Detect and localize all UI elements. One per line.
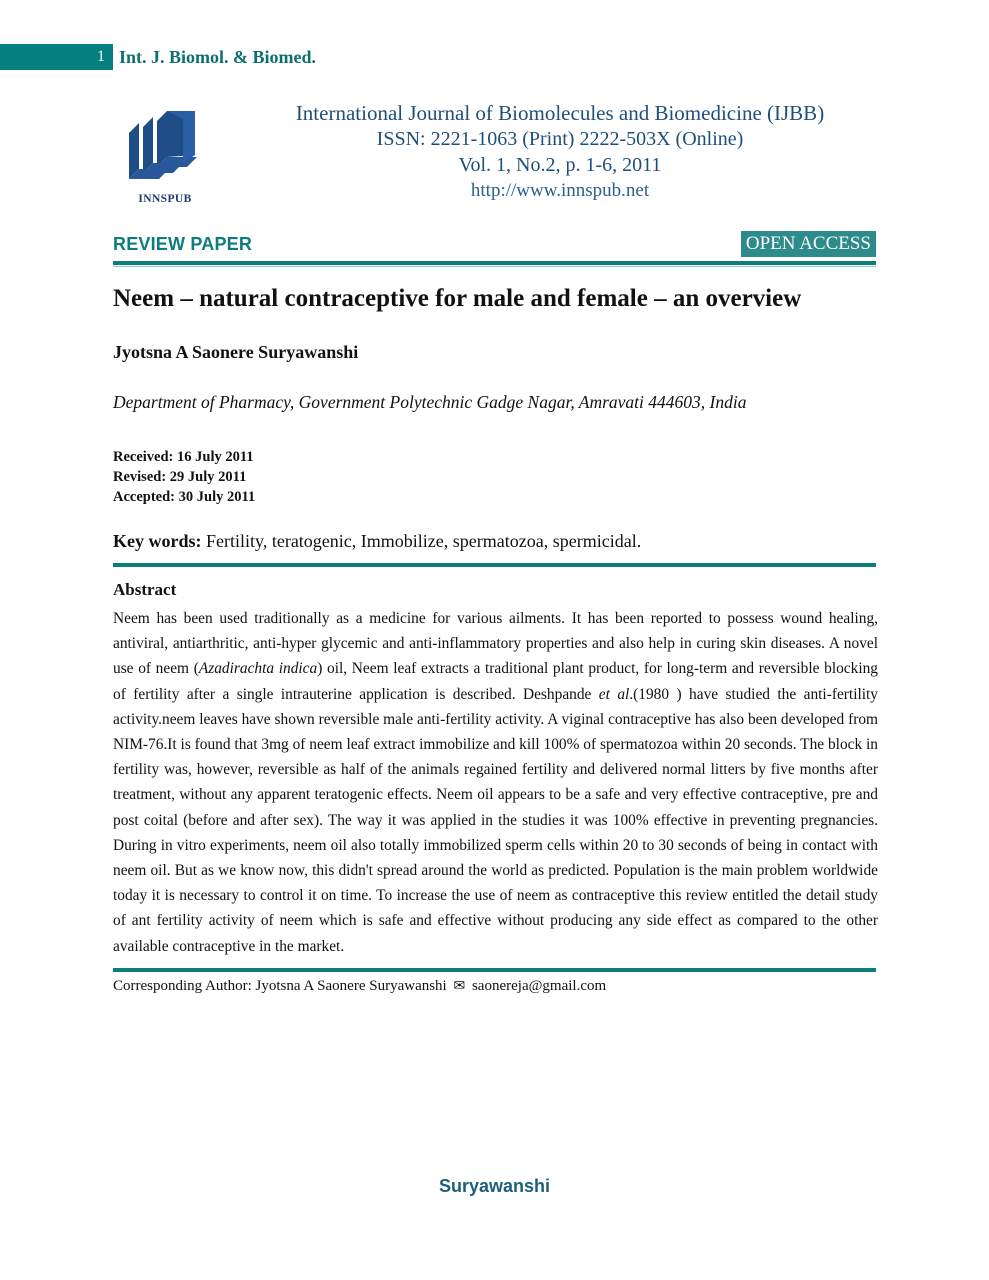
journal-website-link[interactable]: http://www.innspub.net — [470, 180, 650, 201]
article-type-label: REVIEW PAPER — [113, 234, 253, 254]
open-access-badge: OPEN ACCESS — [741, 231, 876, 257]
running-head — [0, 44, 989, 70]
stacked-books-icon — [123, 105, 207, 193]
journal-identity — [210, 100, 910, 204]
date-received: Received: 16 July 2011 — [113, 449, 254, 465]
keywords-value: Fertility, teratogenic, Immobilize, spermatozoa, spermicidal. — [206, 531, 642, 551]
masthead — [0, 100, 989, 222]
page-title: Neem – natural contraceptive for male and female – an overview — [113, 285, 802, 312]
access-bar-rule-hairline — [113, 266, 876, 267]
journal-issn: ISSN: 2221-1063 (Print) 2222-503X (Online) — [376, 128, 744, 150]
access-bar — [113, 232, 876, 264]
journal-volume: Vol. 1, No.2, p. 1-6, 2011 — [458, 154, 662, 176]
page-number: 1 — [97, 48, 105, 65]
et-al-citation: et al — [598, 685, 630, 703]
abstract-segment-2: ) oil, Neem leaf extracts a traditional plant product, for long-term and reversible blocking of fertility after a single intrauterine application is described. Deshpande — [113, 660, 878, 703]
journal-short-title: Int. J. Biomol. & Biomed. — [119, 47, 317, 67]
abstract-segment-1: Neem has been used traditionally as a medicine for various ailments. It has been reported to possess wound healing, antiviral, antiarthritic, anti-hyper glycemic and anti-inflammatory properties and also help in curing skin diseases. A novel use of neem ( — [113, 610, 878, 678]
corresponding-author-name: Jyotsna A Saonere Suryawanshi — [255, 978, 447, 994]
journal-full-title: International Journal of Biomolecules and Biomedicine (IJBB) — [295, 101, 825, 125]
abstract-heading: Abstract — [113, 580, 177, 599]
keywords-label: Key words: — [113, 531, 202, 551]
author-name: Jyotsna A Saonere Suryawanshi — [113, 342, 359, 362]
keywords — [113, 531, 883, 552]
envelope-icon: ✉ — [453, 979, 466, 994]
date-accepted: Accepted: 30 July 2011 — [113, 489, 256, 505]
corresponding-author — [113, 978, 883, 995]
innspub-logo-caption: INNSPUB — [138, 193, 192, 205]
abstract-text — [113, 606, 878, 959]
footer-author-surname: Suryawanshi — [438, 1176, 551, 1196]
corresponding-author-label: Corresponding Author: — [113, 978, 252, 994]
abstract-segment-3: .(1980 ) have studied the anti-fertility activity.neem leaves have shown reversible male anti-fertility activity. A viginal contraceptive has also been developed from NIM-76.It is found that 3mg of neem leaf extract immobilize and kill 100% of spermatozoa within 20 seconds. The block in fertility was, however, reversible as half of the animals regained fertility and delivered normal litters by five months after treatment, without any apparent teratogenic effects. Neem oil appears to be a safe and very effective contraceptive, pre and post coital (before and after sex). The way it was applied in the studies it was 100% effective in preventing pregnancies. During in vitro experiments, neem oil also totally immobilized sperm cells within 20 to 30 seconds of being in contact with neem oil. But as we know now, this didn't spread around the world as predicted. Population is the main problem worldwide today it is necessary to control it on time. To increase the use of neem as contraceptive this review entitled the detail study of ant fertility activity of neem which is safe and effective without producing any side effect as compared to the other available contraceptive in the market. — [113, 685, 878, 955]
author-affiliation: Department of Pharmacy, Government Polytechnic Gadge Nagar, Amravati 444603, India — [113, 392, 747, 412]
innspub-logo — [123, 105, 207, 217]
abstract-bottom-rule — [113, 968, 876, 972]
article-dates — [113, 447, 613, 507]
species-name: Azadirachta indica — [198, 660, 318, 678]
keywords-rule — [113, 563, 876, 567]
access-bar-rule — [113, 261, 876, 265]
corresponding-author-email[interactable]: saonereja@gmail.com — [471, 978, 607, 994]
date-revised: Revised: 29 July 2011 — [113, 469, 247, 485]
